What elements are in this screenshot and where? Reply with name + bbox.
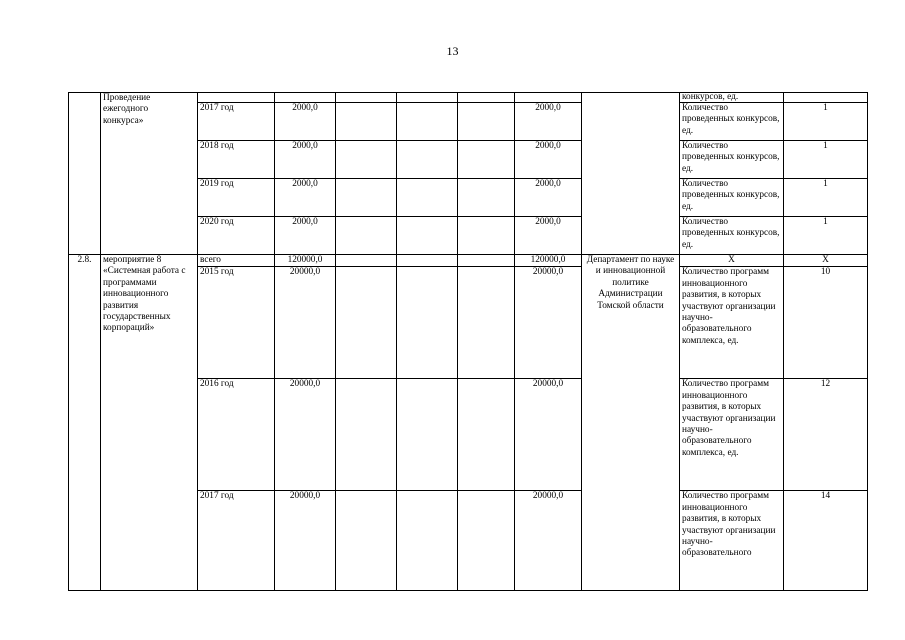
event-name-cell: мероприятие 8 «Системная работа с программами инновационного развития государственных корпораций» [101,255,198,591]
event-name-line: Проведение [103,93,151,103]
year-cell: 2015 год [198,267,275,379]
total-cell: 20000,0 [275,379,336,491]
number-cell [69,93,101,255]
source-cell: 2000,0 [515,217,582,255]
indicator-cell: Количество проведенных конкурсов, ед. [680,103,784,141]
year-cell: 2017 год [198,103,275,141]
value-cell: 1 [784,179,868,217]
value-cell [784,93,868,103]
indicator-cell: конкурсов, ед. [680,93,784,103]
source-cell: 20000,0 [515,379,582,491]
local-cell [458,93,515,103]
indicator-cell: Количество проведенных конкурсов, ед. [680,141,784,179]
value-cell: 1 [784,141,868,179]
year-cell: 2018 год [198,141,275,179]
program-table [68,92,868,591]
value-cell: X [784,255,868,267]
value-cell: 1 [784,103,868,141]
event-name-line: конкурса» [103,115,144,126]
total-cell: 2000,0 [275,217,336,255]
event-name-cell [101,93,198,255]
year-cell: 2020 год [198,217,275,255]
indicator-cell: Количество программ инновационного развития, в которых участвуют организации научно-образовательного [680,491,784,591]
year-cell: 2017 год [198,491,275,591]
value-cell: 14 [784,491,868,591]
source-cell: 120000,0 [515,255,582,267]
indicator-cell: Количество программ инновационного развития, в которых участвуют организации научно-образовательного комплекса, ед. [680,267,784,379]
total-cell: 2000,0 [275,141,336,179]
year-cell [198,93,275,103]
total-cell: 2000,0 [275,103,336,141]
source-cell: 2000,0 [515,103,582,141]
total-cell: 2000,0 [275,179,336,217]
total-cell: 20000,0 [275,491,336,591]
event-name-line: ежегодного [103,104,149,115]
total-cell: 20000,0 [275,267,336,379]
year-cell: 2019 год [198,179,275,217]
executor-cell: Департамент по науке и инновационной политике Администрации Томской области [582,255,680,591]
source-cell: 2000,0 [515,141,582,179]
regional-cell [397,93,458,103]
table-row [69,255,868,267]
source-cell: 2000,0 [515,179,582,217]
executor-cell [582,93,680,255]
total-cell: 120000,0 [275,255,336,267]
year-cell: 2016 год [198,379,275,491]
value-cell: 12 [784,379,868,491]
indicator-cell: Количество программ инновационного развития, в которых участвуют организации научно-образовательного комплекса, ед. [680,379,784,491]
table-row [69,93,868,103]
indicator-cell: X [680,255,784,267]
page-number: 13 [446,44,459,58]
source-cell: 20000,0 [515,267,582,379]
indicator-cell: Количество проведенных конкурсов, ед. [680,217,784,255]
federal-cell [336,93,397,103]
indicator-cell: Количество проведенных конкурсов, ед. [680,179,784,217]
value-cell: 1 [784,217,868,255]
value-cell: 10 [784,267,868,379]
number-cell: 2.8. [69,255,101,591]
source-cell: 20000,0 [515,491,582,591]
year-cell: всего [198,255,275,267]
total-cell [275,93,336,103]
source-cell [515,93,582,103]
